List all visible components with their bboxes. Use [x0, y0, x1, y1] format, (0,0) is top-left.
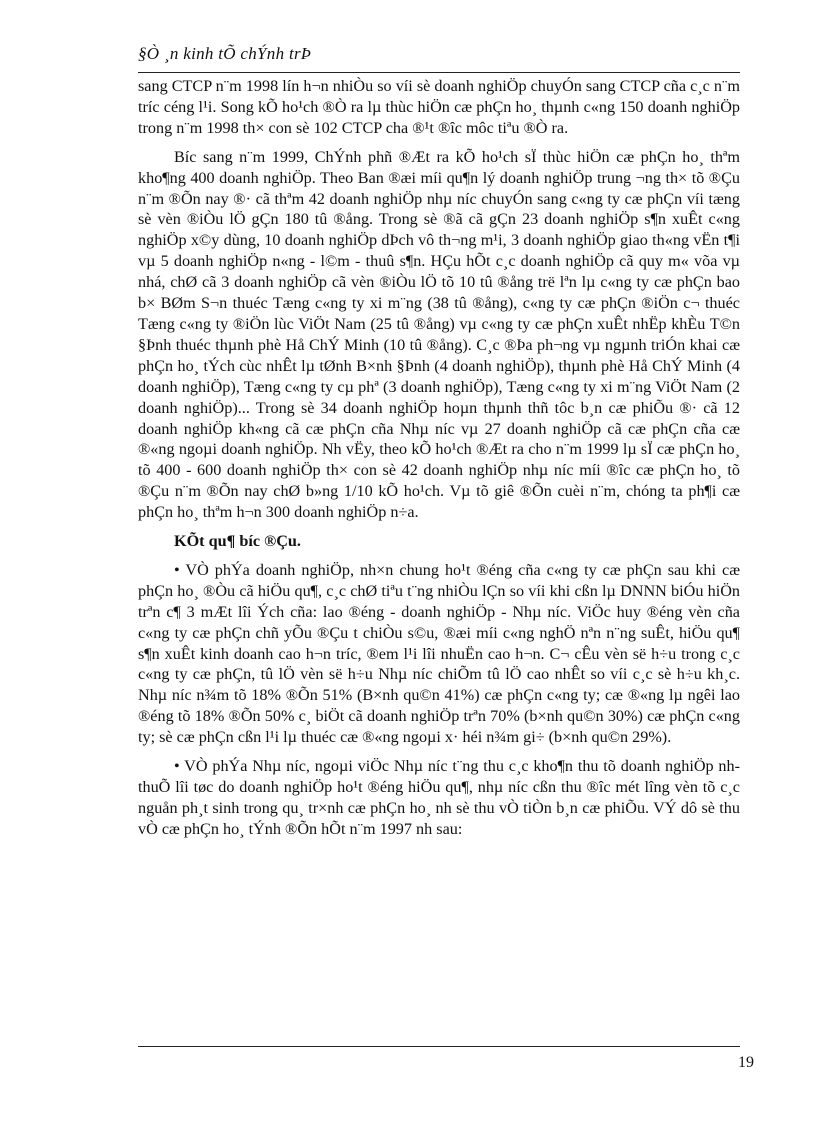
- document-body: [138, 76, 740, 840]
- page-header-title: §Ò ¸n kinh tÕ chÝnh trÞ: [138, 44, 312, 63]
- page-number: 19: [738, 1054, 754, 1071]
- header-divider: [138, 72, 740, 73]
- paragraph-1999-plan: Bíc sang n¨m 1999, ChÝnh phñ ®Æt ra kÕ ho¹ch sÏ thùc hiÖn cæ phÇn ho¸ thªm kho¶ng 400 doanh nghiÖp. Theo Ban ®æi míi qu¶n lý doanh nghiÖp trung ¬ng th× tõ ®Çu n¨m ®Õn nay ®· cã thªm 42 doanh nghiÖp nhµ níc chuyÓn sang c«ng ty cæ phÇn víi tæng sè vèn ®iÒu lÖ gÇn 180 tû ®ång. Trong sè ®ã cã gÇn 23 doanh nghiÖp s¶n xuÊt c«ng nghiÖp x©y dùng, 10 doanh nghiÖp dÞch vô th¬ng m¹i, 3 doanh nghiÖp giao th«ng vËn t¶i vµ 5 doanh nghiÖp n«ng - l©m - thuû s¶n. HÇu hÕt c¸c doanh nghiÖp cã quy m« võa vµ nhá, chØ cã 3 doanh nghiÖp cã vèn ®iÒu lÖ tõ 10 tû ®ång trë lªn lµ c«ng ty cæ phÇn bao b× BØm S¬n thuéc Tæng c«ng ty xi m¨ng (38 tû ®ång), c«ng ty cæ phÇn ®iÖn c¬ thuéc Tæng c«ng ty ®iÖn lùc ViÖt Nam (25 tû ®ång) vµ c«ng ty cæ phÇn xuÊt nhËp khÈu T©n §Þnh thuéc thµnh phè Hå ChÝ Minh (10 tû ®ång). C¸c ®Þa ph¬ng vµ ngµnh triÓn khai cæ phÇn ho¸ tÝch cùc nhÊt lµ tØnh B×nh §Þnh (4 doanh nghiÖp), thµnh phè Hå ChÝ Minh (4 doanh nghiÖp), Tæng c«ng ty cµ phª (3 doanh nghiÖp), Tæng c«ng ty xi m¨ng ViÖt Nam (2 doanh nghiÖp)... Trong sè 34 doanh nghiÖp hoµn thµnh thñ tôc b¸n cæ phiÕu ®· cã 12 doanh nghiÖp kh«ng cã cæ phÇn cña Nhµ níc vµ 27 doanh nghiÖp cã cæ phÇn cña cæ ®«ng ngoµi doanh nghiÖp. Nh vËy, theo kÕ ho¹ch ®Æt ra cho n¨m 1999 lµ sÏ cæ phÇn ho¸ tõ 400 - 600 doanh nghiÖp th× con sè 42 doanh nghiÖp nhµ níc míi ®îc cæ phÇn ho¸ tõ ®Çu n¨m ®Õn nay chØ b»ng 1/10 kÕ ho¹ch. Vµ tõ giê ®Õn cuèi n¨m, chóng ta ph¶i cæ phÇn ho¸ thªm h¬n 300 doanh nghiÖp n÷a.: [138, 147, 740, 522]
- bullet-paragraph-enterprise: • VÒ phÝa doanh nghiÖp, nh×n chung ho¹t ®éng cña c«ng ty cæ phÇn sau khi cæ phÇn ho¸ ®Òu cã hiÖu qu¶, c¸c chØ tiªu t¨ng nhiÒu lÇn so víi khi cßn lµ DNNN biÓu hiÖn trªn c¶ 3 mÆt lîi Ých cña: lao ®éng - doanh nghiÖp - Nhµ níc. ViÖc huy ®éng vèn cña c«ng ty cæ phÇn chñ yÕu ®Çu t chiÒu s©u, ®æi míi c«ng nghÖ nªn n¨ng suÊt, hiÖu qu¶ s¶n xuÊt kinh doanh cao h¬n tríc, ®em l¹i lîi nhuËn cao h¬n. C¬ cÊu vèn së h÷u trong c¸c c«ng ty cæ phÇn, tû lÖ vèn së h÷u Nhµ níc chiÕm tû lÖ cao nhÊt so víi c¸c sè h÷u kh¸c. Nhµ níc n¾m tõ 18% ®Õn 51% (B×nh qu©n 41%) cæ phÇn c«ng ty; cæ ®«ng lµ ngêi lao ®éng tõ 18% ®Õn 50% c¸ biÖt cã doanh nghiÖp trªn 70% (b×nh qu©n 30%) cæ phÇn c«ng ty; sè cæ phÇn cßn l¹i lµ thuéc cæ ®«ng ngoµi x· héi n¾m gi÷ (b×nh qu©n 29%).: [138, 560, 740, 747]
- footer-divider: [138, 1046, 740, 1047]
- section-heading: KÕt qu¶ bíc ®Çu.: [174, 532, 301, 551]
- bullet-paragraph-state: • VÒ phÝa Nhµ níc, ngoµi viÖc Nhµ níc t¨ng thu c¸c kho¶n thu tõ doanh nghiÖp nh thuÕ lîi tøc do doanh nghiÖp ho¹t ®éng hiÖu qu¶, nhµ níc cßn thu ®îc mét lîng vèn tõ c¸c nguån ph¸t sinh trong qu¸ tr×nh cæ phÇn ho¸ nh sè thu vÒ tiÒn b¸n cæ phiÕu. VÝ dô sè thu vÒ cæ phÇn ho¸ tÝnh ®Õn hÕt n¨m 1997 nh sau:: [138, 757, 740, 838]
- paragraph-continuation: sang CTCP n¨m 1998 lín h¬n nhiÒu so víi sè doanh nghiÖp chuyÓn sang CTCP cña c¸c n¨m tríc céng l¹i. Song kÕ ho¹ch ®Ò ra lµ thùc hiÖn cæ phÇn ho¸ thµnh c«ng 150 doanh nghiÖp trong n¨m 1998 th× con sè 102 CTCP cha ®¹t ®îc môc tiªu ®Ò ra.: [138, 77, 740, 137]
